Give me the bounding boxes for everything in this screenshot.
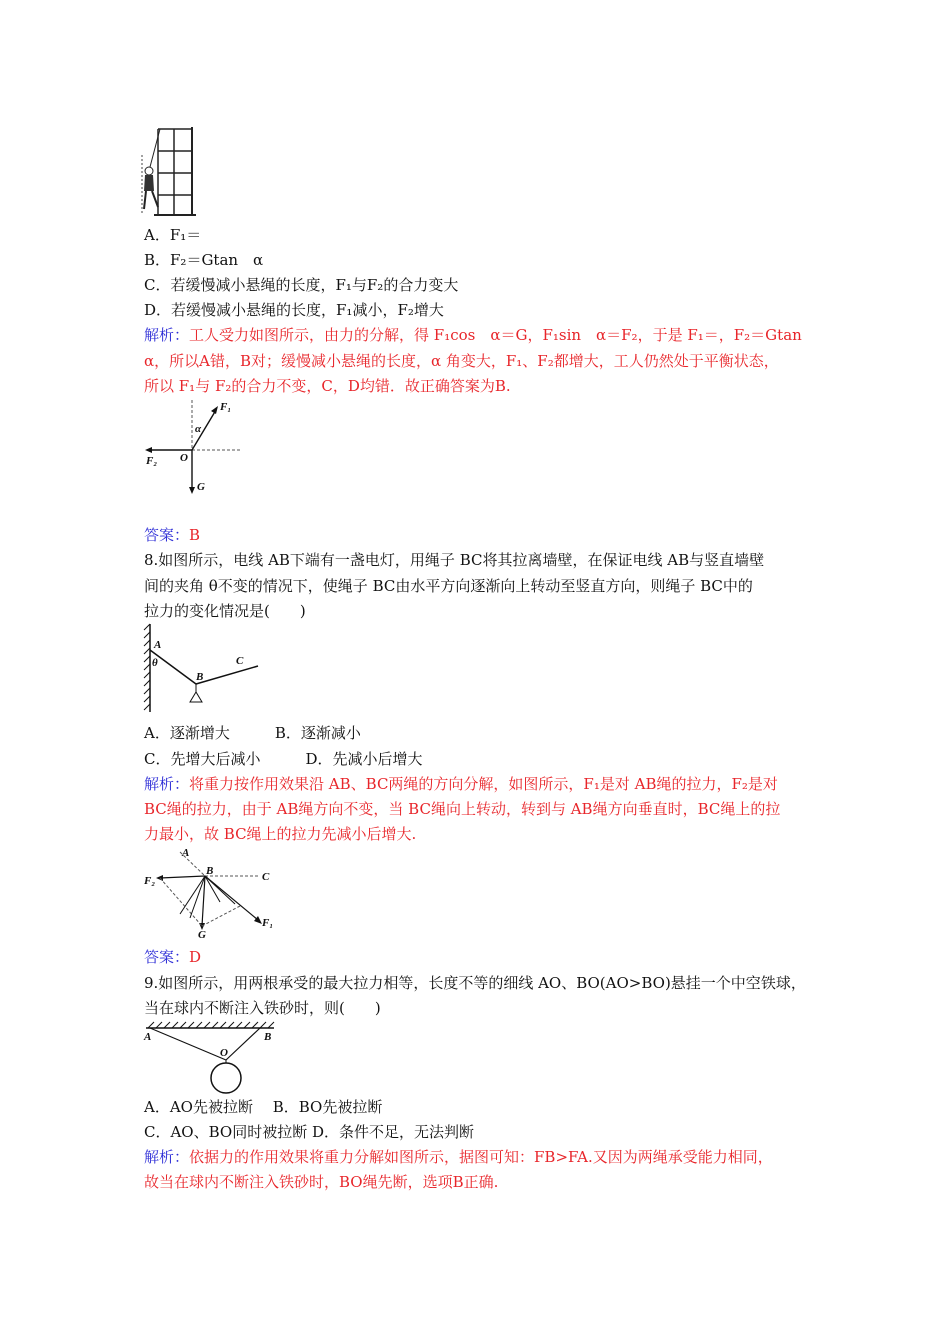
f1-label: F₁ — [262, 917, 274, 929]
b-label: B — [206, 865, 214, 877]
q9-options-row-2: C．AO、BO同时被拉断 D．条件不足，无法判断 — [144, 1123, 475, 1141]
q7-option-b: B．F₂＝Gtan α — [144, 251, 264, 269]
f1-label: F₁ — [220, 401, 232, 413]
q7-analysis-line-2: α，所以A错，B对；缓慢减小悬绳的长度，α 角变大，F₁、F₂都增大，工人仍然处于平衡状态， — [144, 352, 779, 370]
q7-option-c: C．若缓慢减小悬绳的长度，F₁与F₂的合力变大 — [144, 276, 459, 294]
b-label: B — [264, 1031, 272, 1043]
q8-options-row-1: A．逐渐增大 B．逐渐减小 — [144, 724, 361, 742]
worker-wall-figure — [140, 125, 200, 217]
b-label: B — [196, 671, 204, 683]
q7-option-d: D．若缓慢减小悬绳的长度，F₁减小，F₂增大 — [144, 301, 444, 319]
q9-analysis-line-1: 解析：依据力的作用效果将重力分解如图所示，据图可知：FB>FA.又因为两绳承受能力相同， — [144, 1148, 773, 1166]
q9-sphere-figure — [140, 1018, 280, 1096]
q8-options-row-2: C．先增大后减小 D．先减小后增大 — [144, 750, 423, 768]
q8-force-diagram — [140, 844, 280, 940]
q7-analysis-line-3: 所以 F₁与 F₂的合力不变，C，D均错．故正确答案为B. — [144, 377, 511, 395]
a-label: A — [144, 1031, 152, 1043]
g-label: G — [197, 481, 205, 493]
q7-option-a: A．F₁＝ — [144, 226, 202, 244]
q8-stem-line-3: 拉力的变化情况是( ) — [144, 602, 306, 620]
q8-analysis-line-3: 力最小，故 BC绳上的拉力先减小后增大. — [144, 825, 417, 843]
o-label: O — [220, 1047, 228, 1059]
q7-force-diagram — [140, 398, 250, 498]
q9-options-row-1: A．AO先被拉断 B．BO先被拉断 — [144, 1098, 383, 1116]
f2-label: F₂ — [144, 875, 156, 887]
c-label: C — [262, 871, 270, 883]
q8-stem-line-1: 8.如图所示，电线 AB下端有一盏电灯，用绳子 BC将其拉离墙壁，在保证电线 AB与竖直墙壁 — [144, 551, 765, 569]
q9-analysis-line-2: 故当在球内不断注入铁砂时，BO绳先断，选项B正确. — [144, 1173, 499, 1191]
q7-answer: 答案：B — [144, 526, 201, 544]
g-label: G — [198, 929, 206, 940]
analysis-label: 解析： — [144, 326, 190, 344]
q8-lamp-figure — [140, 622, 280, 714]
theta-label: θ — [152, 657, 158, 669]
o-label: O — [180, 452, 188, 464]
alpha-label: α — [195, 423, 202, 435]
q8-stem-line-2: 间的夹角 θ不变的情况下，使绳子 BC由水平方向逐渐向上转动至竖直方向，则绳子 BC中的 — [144, 577, 753, 595]
q8-analysis-line-2: BC绳的拉力，由于 AB绳方向不变，当 BC绳向上转动，转到与 AB绳方向垂直时，BC绳上的拉 — [144, 800, 781, 818]
c-label: C — [236, 655, 244, 667]
a-label: A — [182, 847, 190, 859]
q8-analysis-line-1: 解析：将重力按作用效果沿 AB、BC两绳的方向分解，如图所示，F₁是对 AB绳的拉力，F₂是对 — [144, 775, 778, 793]
q7-analysis-line-1: 解析：工人受力如图所示，由力的分解，得 F₁cos α＝G，F₁sin α＝F₂，于是 F₁＝，F₂＝Gtan — [144, 326, 802, 344]
q8-answer: 答案：D — [144, 948, 202, 966]
q9-stem-line-1: 9.如图所示，用两根承受的最大拉力相等，长度不等的细线 AO、BO(AO>BO)悬挂一个中空铁球， — [144, 974, 806, 992]
a-label: A — [154, 639, 162, 651]
f2-label: F₂ — [146, 455, 158, 467]
q9-stem-line-2: 当在球内不断注入铁砂时，则( ) — [144, 999, 381, 1017]
